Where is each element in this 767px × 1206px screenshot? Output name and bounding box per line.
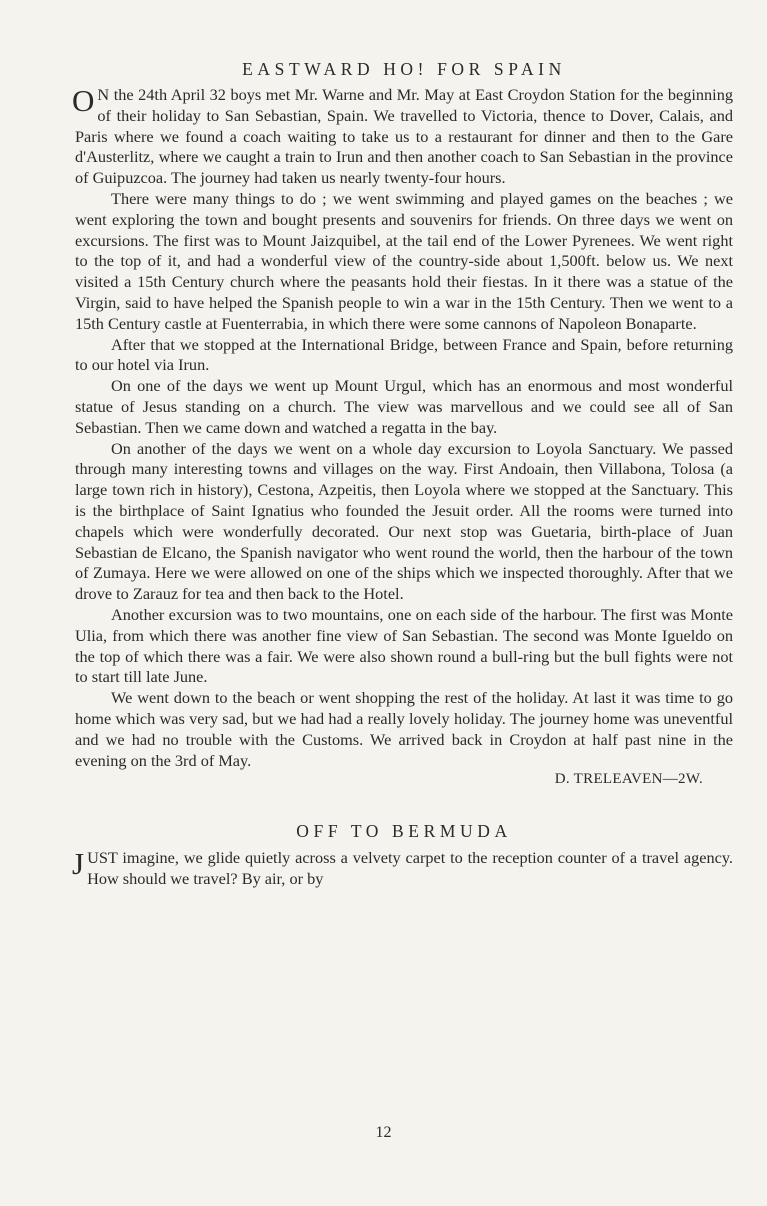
article-paragraph: On another of the days we went on a whole day excursion to Loyola Sanctuary. We passed through many interesting towns and villages on the way. First Andoain, then Villabona, Tolosa (a large town rich in history), Cestona, Azpeitis, then Loyola where we stopped at the Sanctuary. This is the birthplace of Saint Ignatius who founded the Jesuit order. All the rooms were turned into chapels which were wonderfully decorated. Our next stop was Guetaria, birth-place of Juan Sebastian de Elcano, the Spanish navigator who went round the world, then the harbour of the town of Zumaya. Here we were allowed on one of the ships which we inspected thoroughly. After that we drove to Zarauz for tea and then back to the Hotel.: [75, 438, 733, 604]
paragraph-text: N the 24th April 32 boys met Mr. Warne and Mr. May at East Croydon Station for the beginning of their holiday to San Sebastian, Spain. We travelled to Victoria, thence to Dover, Calais, and Paris where we found a coach waiting to take us to a restaurant for dinner and then to the Gare d'Austerlitz, where we caught a train to Irun and then another coach to San Sebastian in the province of Guipuzcoa. The journey had taken us nearly twenty-four hours.: [75, 85, 733, 188]
drop-cap: O: [72, 83, 95, 118]
article-off-to-bermuda: [72, 820, 733, 890]
article-paragraph: Another excursion was to two mountains, one on each side of the harbour. The first was Monte Ulia, from which there was another fine view of San Sebastian. The second was Monte Igueldo on the top of which there was a fair. We were also shown round a bull-ring but the bull fights were not to start till late June.: [75, 604, 733, 687]
article-eastward-ho: [72, 58, 733, 788]
article-paragraph: [72, 846, 733, 890]
article-title: OFF TO BERMUDA: [296, 821, 512, 842]
article-paragraph: There were many things to do ; we went swimming and played games on the beaches ; we went exploring the town and bought presents and souvenirs for friends. On three days we went on excursions. The first was to Mount Jaizquibel, at the tail end of the Lower Pyrenees. We went right to the top of it, and had a wonderful view of the country-side about 1,500ft. below us. We next visited a 15th Century church where the peasants hold their fiestas. In it there was a statue of the Virgin, said to have helped the Spanish people to win a war in the 15th Century. Then we went to a 15th Century castle at Fuenterrabia, in which there were some cannons of Napoleon Bonaparte.: [75, 188, 733, 333]
article-title: EASTWARD HO! FOR SPAIN: [242, 59, 566, 79]
paragraph-text: UST imagine, we glide quietly across a velvety carpet to the reception counter of a travel agency. How should we travel? By air, or by: [87, 848, 733, 889]
article-paragraph: On one of the days we went up Mount Urgul, which has an enormous and most wonderful statue of Jesus standing on a church. The view was marvellous and we could see all of San Sebastian. Then we came down and watched a regatta in the bay.: [75, 376, 733, 437]
article-paragraph: After that we stopped at the International Bridge, between France and Spain, before returning to our hotel via Irun.: [75, 334, 733, 375]
page-number: 12: [375, 1124, 392, 1141]
author-byline: D. TRELEAVEN—2W.: [554, 771, 703, 788]
article-paragraph: We went down to the beach or went shopping the rest of the holiday. At last it was time to go home which was very sad, but we had had a really lovely holiday. The journey home was uneventful and we had no trouble with the Customs. We arrived back in Croydon at half past nine in the evening on the 3rd of May.: [75, 688, 733, 770]
article-paragraph: [72, 83, 733, 189]
byline-row: [75, 771, 733, 788]
drop-cap: J: [72, 846, 85, 882]
